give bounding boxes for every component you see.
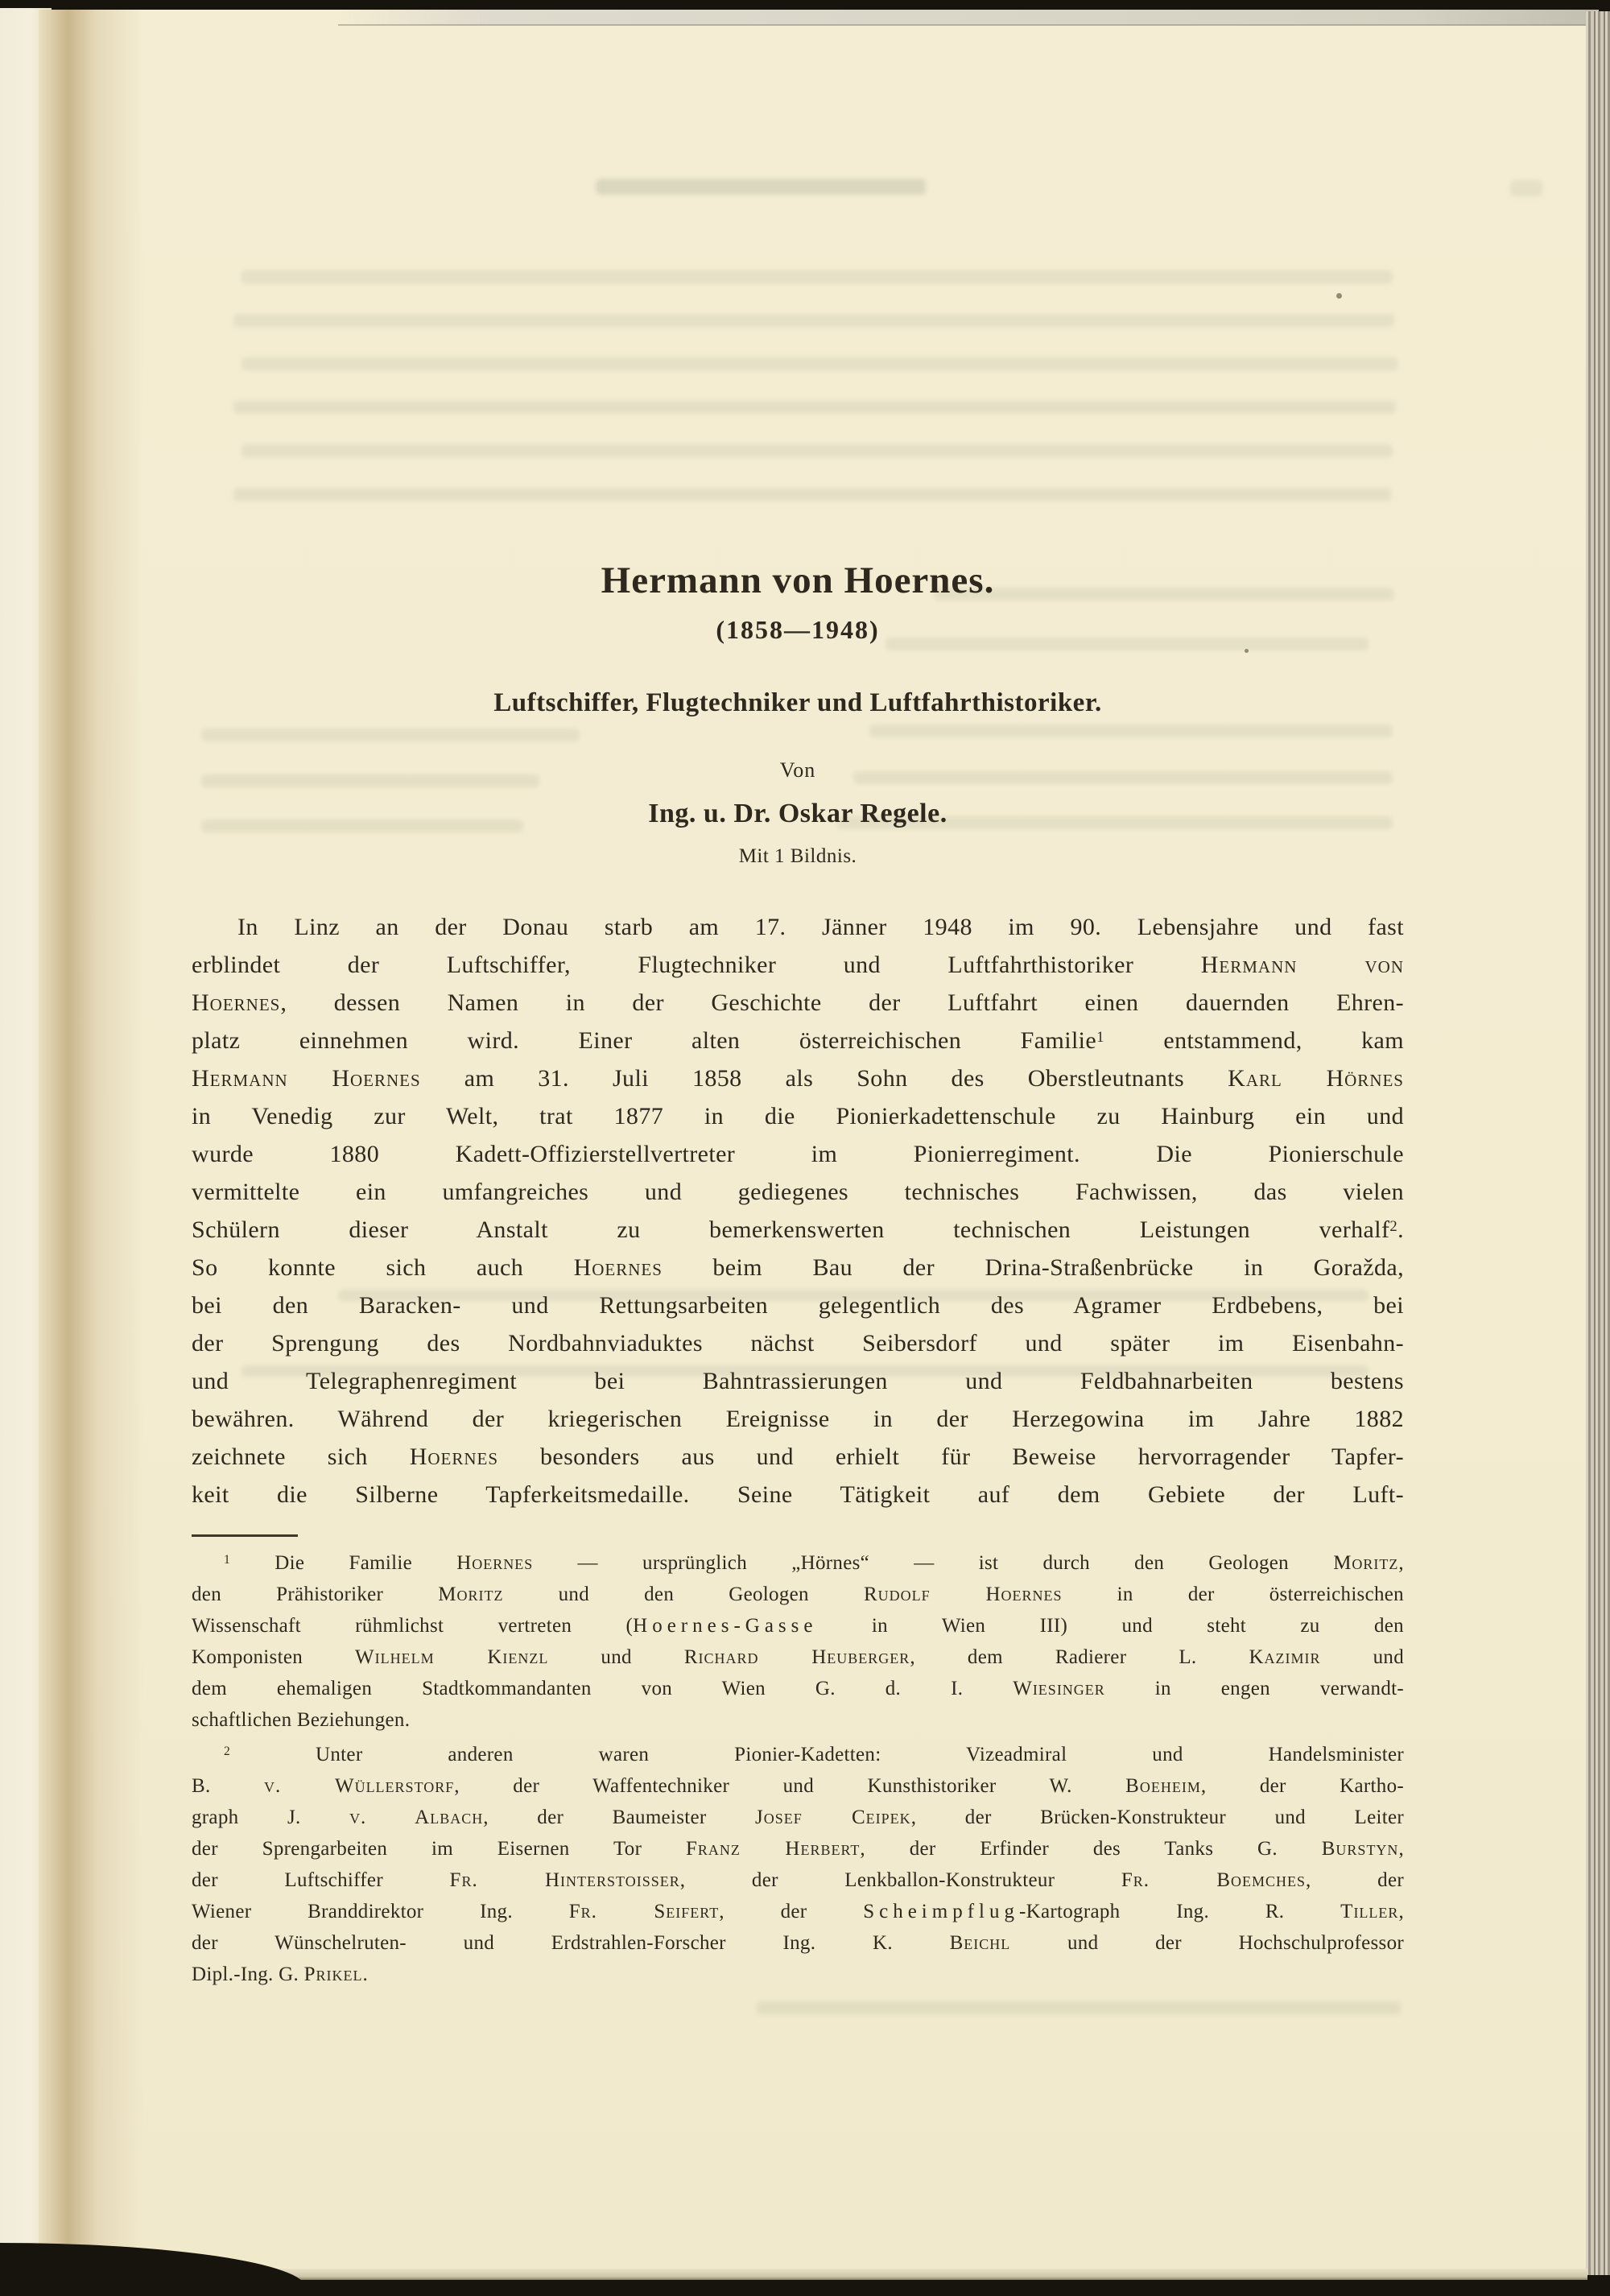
footnote-1: $^1$ Die Familie Hoernes — ursprünglich „Hörnes“ — ist durch den Geologen Moritz, den Prähistoriker Moritz und den Geologen Rudolf Hoernes in der österreichischen Wissenschaft rühmlichst vertreten (Hoernes-Gasse in Wien III) und steht zu den Komponisten Wilhelm Kienzl und Richard Heuberger, dem Radierer L. Kazimir und dem ehemaligen Stadtkommandanten von Wien G. d. I. Wiesinger in engen verwandt- schaftlichen Beziehungen.: [192, 1552, 1404, 1731]
top-page-stack-edge: [338, 10, 1599, 26]
bleedthrough-line: [242, 357, 1397, 370]
byline-label: Von: [779, 758, 816, 782]
bleedthrough-line: [757, 2001, 1401, 2014]
article-years: (1858—1948): [716, 615, 880, 644]
gutter-crease-shadow: [39, 10, 143, 2273]
bleedthrough-line: [242, 270, 1393, 283]
article-subtitle: Luftschiffer, Flugtechniker und Luftfahrthistoriker.: [493, 688, 1102, 717]
paper-speck: [1336, 293, 1342, 299]
footnote-2: $^2$ Unter anderen waren Pionier-Kadetten: Vizeadmiral und Handelsminister B. v. Wüllerstorf, der Waffentechniker und Kunsthistoriker W. Boeheim, der Kartho- graph J. v. Albach, der Baumeister Josef Ceipek, der Brücken-Konstrukteur und Leiter der Sprengarbeiten im Eisernen Tor Franz Herbert, der Erfinder des Tanks G. Burstyn, der Luftschiffer Fr. Hinterstoisser, der Lenkballon-Konstrukteur Fr. Boemches, der Wiener Branddirektor Ing. Fr. Seifert, der Scheimpflug-Kartograph Ing. R. Tiller, der Wünschelruten- und Erdstrahlen-Forscher Ing. K. Beichl und der Hochschulprofessor Dipl.-Ing. G. Prikel.: [192, 1744, 1404, 1985]
bleedthrough-heading: [596, 179, 926, 195]
right-page-stack-edge: [1586, 11, 1610, 2275]
illustration-note: Mit 1 Bildnis.: [738, 845, 857, 867]
bleedthrough-line: [869, 725, 1393, 737]
paper-speck: [1245, 649, 1249, 653]
bleedthrough-page-number: [1510, 180, 1542, 196]
article-body: In Linz an der Donau starb am 17. Jänner 1948 im 90. Lebensjahre und fast erblindet der Luftschiffer, Flugtechniker und Luftfahrthistoriker Hermann von Hoernes, dessen Namen in der Geschichte der Luftfahrt einen dauernden Ehren- platz einnehmen wird. Einer alten österreichischen Familie$^1$ entstammend, kam Hermann Hoernes am 31. Juli 1858 als Sohn des Oberstleutnants Karl Hörnes in Venedig zur Welt, trat 1877 in die Pionierkadettenschule zu Hainburg ein und wurde 1880 Kadett-Offizierstellvertreter im Pionierregiment. Die Pionierschule vermittelte ein umfangreiches und gediegenes technisches Fachwissen, das vielen Schülern dieser Anstalt zu bemerkenswerten technischen Leistungen verhalf$^2$. So konnte sich auch Hoernes beim Bau der Drina-Straßenbrücke in Goražda, bei den Baracken- und Rettungsarbeiten gelegentlich des Agramer Erdbebens, bei der Sprengung des Nordbahnviaduktes nächst Seibersdorf und später im Eisenbahn- und Telegraphenregiment bei Bahntrassierungen und Feldbahnarbeiten bestens bewähren. Während der kriegerischen Ereignisse in der Herzegowina im Jahre 1882 zeichnete sich Hoernes besonders aus und erhielt für Beweise hervorragender Tapfer- keit die Silberne Tapferkeitsmedaille. Seine Tätigkeit auf dem Gebiete der Luft-: [192, 914, 1404, 1508]
article-title: Hermann von Hoernes.: [601, 560, 995, 601]
bleedthrough-line: [233, 401, 1396, 414]
bleedthrough-line: [233, 488, 1391, 501]
bleedthrough-line: [242, 444, 1393, 457]
footnote-separator-rule: [192, 1534, 298, 1537]
bleedthrough-line: [233, 314, 1394, 327]
article-author: Ing. u. Dr. Oskar Regele.: [648, 799, 947, 828]
bleedthrough-line: [201, 729, 580, 741]
